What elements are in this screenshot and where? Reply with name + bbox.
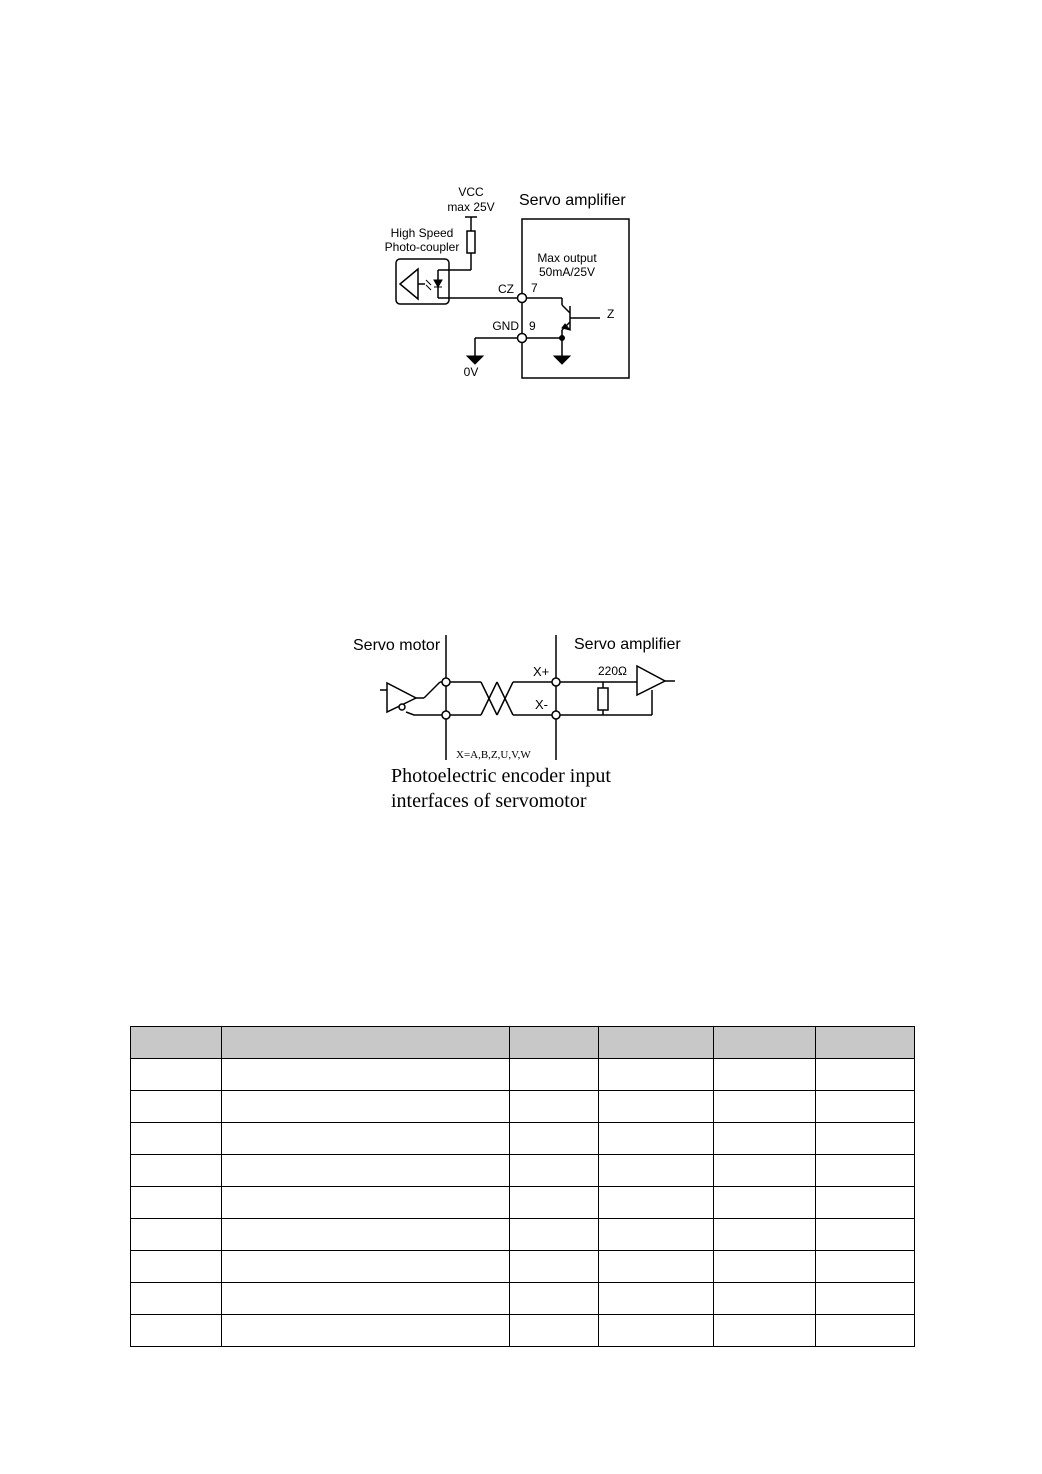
table-row <box>131 1123 915 1155</box>
table-header-row <box>131 1027 915 1059</box>
table-cell <box>131 1219 222 1251</box>
pin7-label: 7 <box>531 281 538 295</box>
x-minus-label: X- <box>535 697 548 712</box>
table-cell <box>599 1251 714 1283</box>
table-cell <box>222 1219 510 1251</box>
table-cell <box>510 1219 599 1251</box>
caption-line-2: interfaces of servomotor <box>391 790 587 812</box>
x-plus-label: X+ <box>533 664 550 679</box>
zero-v-label: 0V <box>463 365 479 379</box>
table-cell <box>222 1315 510 1347</box>
table-cell <box>510 1315 599 1347</box>
coupler-label-2: Photo-coupler <box>384 240 460 254</box>
resistor-value-label: 220Ω <box>598 664 627 678</box>
table-cell <box>816 1219 915 1251</box>
table-cell <box>131 1123 222 1155</box>
table-header-cell <box>131 1027 222 1059</box>
table-row <box>131 1219 915 1251</box>
table-cell <box>510 1059 599 1091</box>
table-row <box>131 1315 915 1347</box>
servo-amplifier-label: Servo amplifier <box>574 636 681 653</box>
table-cell <box>816 1283 915 1315</box>
table-cell <box>599 1283 714 1315</box>
table-cell <box>222 1123 510 1155</box>
table-cell <box>714 1091 816 1123</box>
table-cell <box>131 1155 222 1187</box>
max-output-label-1: Max output <box>537 251 597 265</box>
table-cell <box>816 1251 915 1283</box>
table-cell <box>222 1283 510 1315</box>
table-cell <box>599 1187 714 1219</box>
table-cell <box>222 1059 510 1091</box>
termination-resistor <box>598 688 608 710</box>
table-cell <box>714 1187 816 1219</box>
pin9-label: 9 <box>529 319 536 333</box>
table-cell <box>816 1155 915 1187</box>
table-row <box>131 1251 915 1283</box>
table-cell <box>599 1059 714 1091</box>
vcc-max-label: max 25V <box>447 200 495 214</box>
amplifier-title: Servo amplifier <box>519 192 626 209</box>
table-row <box>131 1283 915 1315</box>
line-receiver <box>637 666 665 695</box>
table-cell <box>714 1315 816 1347</box>
table-cell <box>714 1059 816 1091</box>
table-cell <box>714 1283 816 1315</box>
table-cell <box>816 1123 915 1155</box>
table-cell <box>510 1123 599 1155</box>
table-row <box>131 1155 915 1187</box>
cz-label: CZ <box>498 282 514 296</box>
gnd-label: GND <box>492 319 519 333</box>
table-cell <box>131 1091 222 1123</box>
table-header-cell <box>599 1027 714 1059</box>
table-cell <box>714 1219 816 1251</box>
table-cell <box>599 1155 714 1187</box>
table-header-cell <box>510 1027 599 1059</box>
table-cell <box>131 1283 222 1315</box>
table-cell <box>510 1091 599 1123</box>
table-cell <box>222 1187 510 1219</box>
table-cell <box>599 1219 714 1251</box>
table-cell <box>816 1091 915 1123</box>
table-cell <box>510 1155 599 1187</box>
table-header-cell <box>714 1027 816 1059</box>
table-cell <box>714 1251 816 1283</box>
table-cell <box>816 1059 915 1091</box>
caption-line-1: Photoelectric encoder input <box>391 765 611 787</box>
table-cell <box>816 1315 915 1347</box>
table-cell <box>816 1187 915 1219</box>
table-cell <box>222 1251 510 1283</box>
table-cell <box>510 1283 599 1315</box>
table-cell <box>510 1187 599 1219</box>
vcc-label: VCC <box>458 185 484 199</box>
table-cell <box>714 1155 816 1187</box>
coupler-label-1: High Speed <box>390 226 454 240</box>
table-header-cell <box>816 1027 915 1059</box>
spec-table <box>130 1026 915 1347</box>
table-header-cell <box>222 1027 510 1059</box>
z-label: Z <box>607 307 615 321</box>
signals-label: X=A,B,Z,U,V,W <box>456 749 531 761</box>
table-row <box>131 1187 915 1219</box>
table-cell <box>131 1251 222 1283</box>
table-cell <box>510 1251 599 1283</box>
table-cell <box>131 1187 222 1219</box>
table-cell <box>599 1091 714 1123</box>
table-row <box>131 1059 915 1091</box>
max-output-label-2: 50mA/25V <box>538 265 596 279</box>
table-cell <box>599 1123 714 1155</box>
servo-motor-label: Servo motor <box>353 637 441 654</box>
table-cell <box>714 1123 816 1155</box>
table-cell <box>131 1315 222 1347</box>
table-cell <box>222 1155 510 1187</box>
table-cell <box>599 1315 714 1347</box>
table-cell <box>131 1059 222 1091</box>
table-cell <box>222 1091 510 1123</box>
table-row <box>131 1091 915 1123</box>
